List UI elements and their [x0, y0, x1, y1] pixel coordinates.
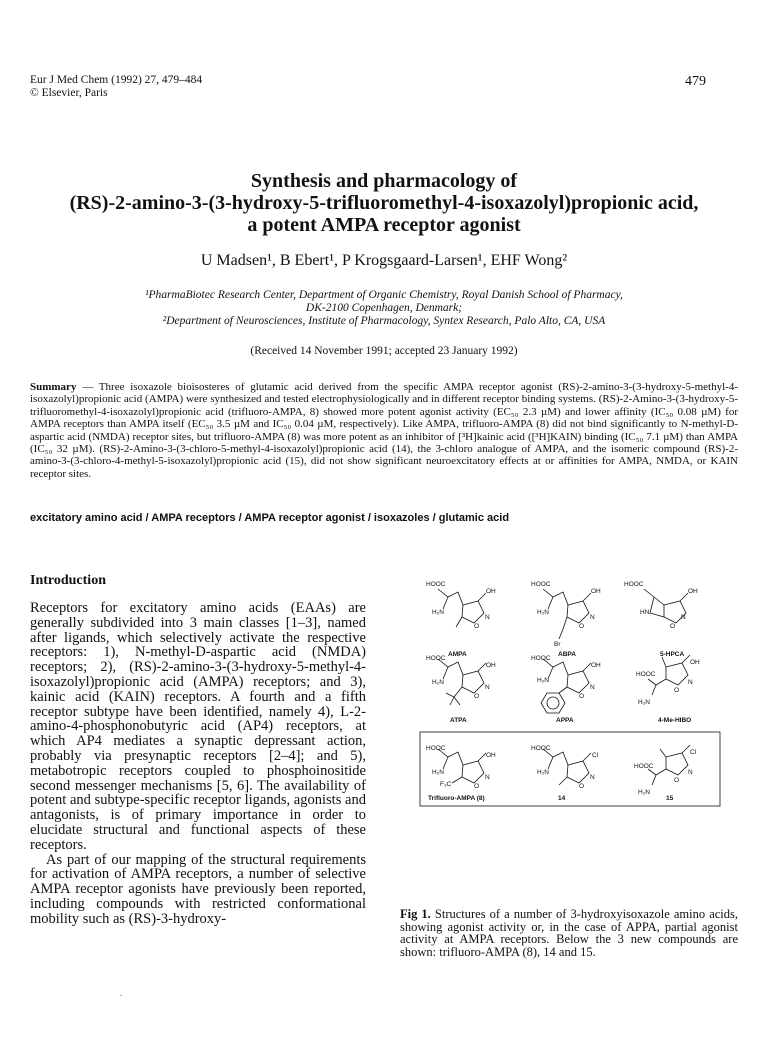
label-5hpca: 5-HPCA [660, 651, 685, 658]
atom-o: O [474, 783, 480, 790]
affiliation-1-cont: DK-2100 Copenhagen, Denmark; [305, 302, 463, 314]
atom-n: N [688, 769, 693, 776]
atom-hn: HN [640, 609, 650, 616]
atom-hooc: HOOC [624, 581, 644, 588]
atom-cl: Cl [690, 749, 697, 756]
atom-hooc: HOOC [636, 671, 656, 678]
label-15: 15 [666, 795, 674, 802]
atom-cl: Cl [592, 752, 599, 759]
affiliation-1: ¹PharmaBiotec Research Center, Department of Organic Chemistry, Royal Danish School of Pharmacy, [145, 289, 623, 301]
atom-n: N [485, 614, 490, 621]
atom-oh: OH [591, 662, 601, 669]
atom-hooc: HOOC [531, 745, 551, 752]
journal-line-1: Eur J Med Chem (1992) 27, 479–484 [30, 74, 203, 86]
affiliation-2: ²Department of Neurosciences, Institute of Pharmacology, Syntex Research, Palo Alto, CA, USA [162, 315, 606, 327]
atom-br: Br [554, 641, 561, 648]
atom-n: N [590, 614, 595, 621]
received-dates: (Received 14 November 1991; accepted 23 January 1992) [250, 345, 518, 357]
journal-citation [30, 74, 202, 100]
label-14: 14 [558, 795, 566, 802]
section-heading-introduction: Introduction [30, 573, 106, 588]
keywords: excitatory amino acid / AMPA receptors / AMPA receptor agonist / isoxazoles / glutamic acid [30, 512, 510, 524]
atom-oh: OH [591, 588, 601, 595]
atom-o: O [579, 623, 585, 630]
introduction-body [30, 601, 366, 927]
page-number: 479 [685, 74, 706, 89]
title-line-3: a potent AMPA receptor agonist [247, 214, 521, 236]
atom-oh: OH [486, 662, 496, 669]
structures-drawing [418, 572, 738, 872]
atom-h2n: H₂N [432, 769, 444, 776]
journal-line-2: © Elsevier, Paris [30, 87, 108, 99]
atom-n: N [681, 614, 686, 621]
atom-o: O [474, 693, 480, 700]
label-appa: APPA [556, 717, 574, 724]
intro-paragraph-1: Receptors for excitatory amino acids (EAAs) are generally subdivided into 3 main classes [1–3], named after ligands, which selectively activate the respective receptors: 1), N-methyl-D-aspartic acid (NMDA) receptors; 2), (RS)-2-amino-3-(3-hydroxy-5-methyl-4-isoxazolyl)propionic acid (AMPA) receptors; and 3), kainic acid (KAIN) receptors. A fourth and a fifth receptor subtype have been identified, namely 4), L-2-amino-4-phosphonobutyric acid (AP4) receptors, at which AP4 mediates a synaptic depressant action, probably via presynaptic receptors [2–4]; and 5), metabotropic receptors coupled to phosphoinositide second messenger mechanisms [5, 6]. The availability of potent and subtype-specific receptor ligands, agonists and antagonists, is of primary importance in order to elucidate structural and functional aspects of these receptors. [30, 600, 366, 853]
paper-title [0, 170, 768, 236]
atom-hooc: HOOC [531, 655, 551, 662]
label-4mehibo: 4-Me-HIBO [658, 717, 692, 724]
atom-n: N [485, 684, 490, 691]
atom-hooc: HOOC [426, 655, 446, 662]
label-atpa: ATPA [450, 717, 467, 724]
title-line-2: (RS)-2-amino-3-(3-hydroxy-5-trifluoromethyl-4-isoxazolyl)propionic acid, [69, 192, 699, 214]
abstract [30, 381, 738, 480]
figure-caption [400, 908, 738, 958]
atom-h2n: H₂N [638, 699, 650, 706]
label-trifluoro-ampa: Trifluoro-AMPA (8) [428, 795, 485, 802]
atom-oh: OH [690, 659, 700, 666]
atom-oh: OH [486, 752, 496, 759]
atom-hooc: HOOC [531, 581, 551, 588]
atom-n: N [688, 679, 693, 686]
atom-o: O [579, 783, 585, 790]
atom-oh: OH [688, 588, 698, 595]
atom-h2n: H₂N [638, 789, 650, 796]
figure-caption-label: Fig 1. [400, 907, 431, 921]
atom-o: O [674, 687, 680, 694]
label-abpa: ABPA [558, 651, 576, 658]
summary-text: — Three isoxazole bioisosteres of glutamic acid derived from the specific AMPA receptor agonist (RS)-2-amino-3-(3-hydroxy-5-methyl-4-isoxazolyl)propionic acid (AMPA) were synthesized and tested electrophysiologically and in different receptor binding systems. (RS)-2-Amino-3-(3-hydroxy-5-trifluoromethyl-4-isoxazolyl)propionic acid (trifluoro-AMPA, 8) showed more potent agonist activity (EC₅₀ 2.3 µM) and lower affinity (IC₅₀ 0.08 µM) for AMPA receptors than AMPA itself (EC₅₀ 3.5 µM and IC₅₀ 0.04 µM, respectively). Like AMPA, trifluoro-AMPA (8) did not bind significantly to N-methyl-D-aspartic acid (NMDA) receptor sites, but trifluoro-AMPA (8) was more potent as an inhibitor of [³H]kainic acid ([³H]KAIN) binding (IC₅₀ 7.1 µM) than AMPA (IC₅₀ 32 µM). (RS)-2-Amino-3-(3-chloro-5-methyl-4-isoxazolyl)propionic acid (14), the 3-chloro analogue of AMPA, and the isomeric compound (RS)-2-amino-3-(3-chloro-4-methyl-5-isoxazolyl)propionic acid (15), did not show significant neuroexcitatory effects at or affinities for AMPA, NMDA, or KAIN receptor sites. [30, 381, 738, 480]
atom-h2n: H₂N [432, 609, 444, 616]
atom-n: N [485, 774, 490, 781]
atom-o: O [474, 623, 480, 630]
atom-h2n: H₂N [537, 769, 549, 776]
atom-o: O [674, 777, 680, 784]
intro-paragraph-2: As part of our mapping of the structural requirements for activation of AMPA receptors, a number of selective AMPA receptor agonists have previously been reported, including compounds with restricted conformational mobility such as (RS)-3-hydroxy- [30, 851, 366, 927]
atom-n: N [590, 684, 595, 691]
atom-h2n: H₂N [537, 609, 549, 616]
label-ampa: AMPA [448, 651, 467, 658]
atom-hooc: HOOC [634, 763, 654, 770]
figure-1-structures [418, 572, 738, 872]
atom-h2n: H₂N [432, 679, 444, 686]
atom-o: O [670, 623, 676, 630]
figure-caption-text: Structures of a number of 3-hydroxyisoxazole amino acids, showing agonist activity or, in the case of APPA, partial agonist activity at AMPA receptors. Below the 3 new compounds are shown: trifluoro-AMPA (8), 14 and 15. [400, 907, 738, 959]
atom-oh: OH [486, 588, 496, 595]
atom-h2n: H₂N [537, 677, 549, 684]
atom-hooc: HOOC [426, 581, 446, 588]
scan-speck [120, 995, 122, 996]
summary-label: Summary [30, 381, 77, 393]
atom-hooc: HOOC [426, 745, 446, 752]
affiliations [0, 289, 768, 328]
author-list: U Madsen¹, B Ebert¹, P Krogsgaard-Larsen¹, EHF Wong² [200, 252, 568, 269]
atom-f3c: F₃C [440, 781, 452, 788]
atom-n: N [590, 774, 595, 781]
title-line-1: Synthesis and pharmacology of [250, 170, 518, 192]
atom-o: O [579, 693, 585, 700]
